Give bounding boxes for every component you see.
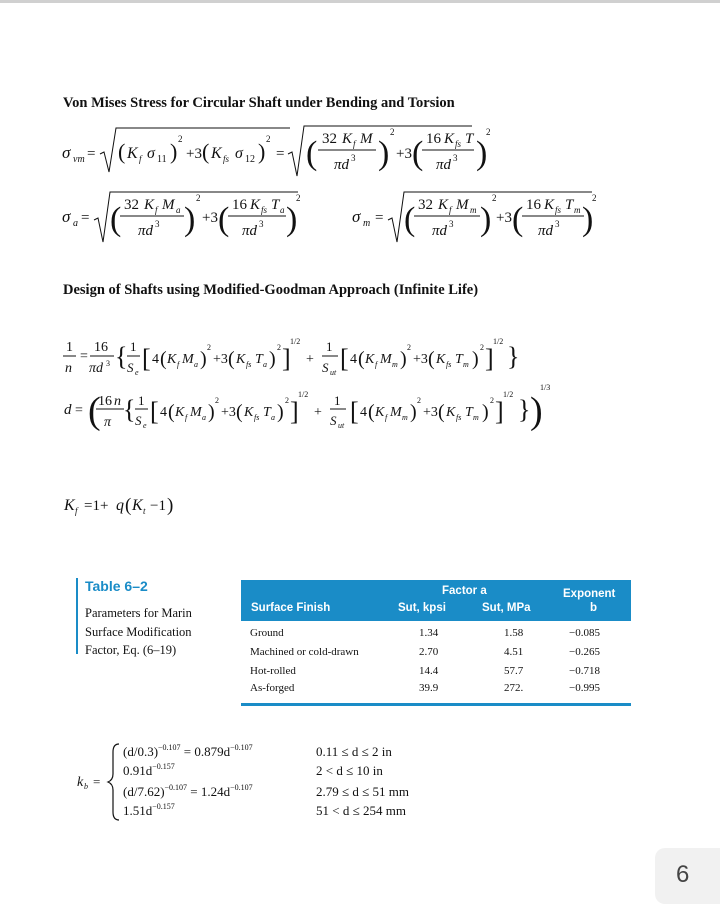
svg-text:): ) xyxy=(286,201,298,238)
svg-text:(: ( xyxy=(404,201,416,238)
svg-text:(: ( xyxy=(228,348,235,370)
kb-expr: (d/0.3) xyxy=(123,744,159,759)
table-header xyxy=(241,580,631,621)
svg-text:m: m xyxy=(574,205,581,215)
svg-text:vm: vm xyxy=(73,154,85,165)
svg-text:T: T xyxy=(465,131,474,147)
svg-text:fs: fs xyxy=(455,139,462,149)
svg-text:K: K xyxy=(365,352,375,367)
svg-text:): ) xyxy=(472,348,479,370)
svg-text:b: b xyxy=(84,782,88,791)
svg-text:=: = xyxy=(75,403,83,418)
svg-text:=: = xyxy=(87,146,96,162)
svg-text:(: ( xyxy=(368,401,375,423)
svg-text:=: = xyxy=(81,210,90,226)
svg-text:{: { xyxy=(115,342,128,371)
table-accent-bar xyxy=(76,578,78,654)
cell-finish: Hot-rolled xyxy=(250,665,296,677)
svg-text:(: ( xyxy=(428,348,435,370)
svg-text:2: 2 xyxy=(266,134,271,144)
svg-text:a: a xyxy=(202,413,206,422)
svg-text:K: K xyxy=(446,405,456,420)
svg-text:2: 2 xyxy=(285,396,289,405)
svg-text:): ) xyxy=(400,348,407,370)
svg-text:+3: +3 xyxy=(496,210,512,226)
svg-text:K: K xyxy=(436,352,446,367)
svg-text:4: 4 xyxy=(152,352,159,367)
svg-text:1/3: 1/3 xyxy=(540,383,551,392)
svg-text:): ) xyxy=(582,201,594,238)
svg-text:k: k xyxy=(77,775,84,790)
svg-text:d: d xyxy=(64,402,72,418)
kb-range: 2 < d ≤ 10 in xyxy=(316,763,383,778)
svg-text:m: m xyxy=(392,360,398,369)
svg-text:1/2: 1/2 xyxy=(493,337,504,346)
svg-text:+: + xyxy=(306,352,314,367)
svg-text:(d/7.62)−0.107 = 1.24d−0.107 xyxy=(123,783,253,799)
svg-text:+3: +3 xyxy=(396,146,412,162)
svg-text:(: ( xyxy=(306,135,318,172)
svg-text:a: a xyxy=(73,218,78,229)
svg-text:(: ( xyxy=(168,401,175,423)
svg-text:a: a xyxy=(280,205,285,215)
svg-text:m: m xyxy=(402,413,408,422)
svg-text:1: 1 xyxy=(130,339,137,354)
svg-text:(: ( xyxy=(412,135,424,172)
svg-text:T: T xyxy=(465,405,473,420)
svg-text:3: 3 xyxy=(453,153,458,163)
svg-text:S: S xyxy=(135,413,142,428)
svg-text:=: = xyxy=(93,774,101,789)
svg-text:3: 3 xyxy=(155,219,160,229)
svg-text:32: 32 xyxy=(322,131,337,147)
table-row xyxy=(241,665,631,683)
cell-b: −0.718 xyxy=(569,665,600,677)
svg-text:f: f xyxy=(375,360,378,369)
svg-text:(: ( xyxy=(125,495,132,516)
svg-text:2: 2 xyxy=(480,343,484,352)
svg-text:(: ( xyxy=(438,401,445,423)
table-row xyxy=(241,627,631,645)
svg-text:K: K xyxy=(144,197,155,213)
cell-b: −0.265 xyxy=(569,646,600,658)
svg-text:1/2: 1/2 xyxy=(298,390,309,399)
svg-text:f: f xyxy=(449,205,452,215)
cell-kpsi: 39.9 xyxy=(419,682,439,694)
kb-mid: = 0.879d xyxy=(180,744,231,759)
svg-text:2: 2 xyxy=(492,193,497,203)
svg-text:(: ( xyxy=(118,139,126,164)
svg-text:πd: πd xyxy=(436,157,452,173)
svg-text:fs: fs xyxy=(254,413,260,422)
svg-text:2: 2 xyxy=(490,396,494,405)
svg-text:K: K xyxy=(64,497,75,514)
svg-text:2: 2 xyxy=(296,193,301,203)
svg-text:πd: πd xyxy=(432,223,448,239)
svg-text:]: ] xyxy=(282,344,291,373)
svg-text:σ: σ xyxy=(352,207,361,226)
svg-text:m: m xyxy=(463,360,469,369)
svg-text:t: t xyxy=(143,506,146,516)
svg-text:M: M xyxy=(162,197,175,213)
svg-text:M: M xyxy=(182,352,194,367)
svg-text:4: 4 xyxy=(160,405,167,420)
svg-text:16: 16 xyxy=(232,197,247,213)
svg-text:[: [ xyxy=(150,397,159,426)
svg-text:σ: σ xyxy=(147,145,155,162)
svg-text:K: K xyxy=(211,145,222,162)
kb-range: 2.79 ≤ d ≤ 51 mm xyxy=(316,784,409,799)
cell-mpa: 4.51 xyxy=(504,646,524,658)
header-exponent: Exponent xyxy=(563,588,616,600)
svg-text:): ) xyxy=(410,401,417,423)
svg-text:]: ] xyxy=(290,397,299,426)
svg-text:K: K xyxy=(375,405,385,420)
svg-text:m: m xyxy=(473,413,479,422)
table-caption-line: Factor, Eq. (6–19) xyxy=(85,643,177,657)
svg-text:πd: πd xyxy=(334,157,350,173)
svg-text:fs: fs xyxy=(456,413,462,422)
svg-text:}: } xyxy=(518,395,531,424)
svg-text:+3: +3 xyxy=(202,210,218,226)
svg-text:T: T xyxy=(271,197,280,213)
svg-text:a: a xyxy=(194,360,198,369)
equation-goodman-n xyxy=(60,330,540,376)
page-number: 6 xyxy=(676,861,690,888)
svg-text:[: [ xyxy=(340,344,349,373)
svg-text:πd: πd xyxy=(242,223,258,239)
svg-text:2: 2 xyxy=(207,343,211,352)
cell-kpsi: 2.70 xyxy=(419,646,439,658)
svg-text:32: 32 xyxy=(418,197,433,213)
svg-text:=: = xyxy=(276,146,285,162)
svg-text:K: K xyxy=(127,145,138,162)
svg-text:16: 16 xyxy=(426,131,441,147)
table-row xyxy=(241,646,631,664)
svg-text:n: n xyxy=(114,394,121,409)
svg-text:1: 1 xyxy=(66,340,73,355)
svg-text:3: 3 xyxy=(351,153,356,163)
svg-text:+3: +3 xyxy=(413,352,428,367)
svg-text:πd: πd xyxy=(138,223,154,239)
svg-text:n: n xyxy=(65,361,72,376)
table-title: Table 6–2 xyxy=(85,578,148,594)
svg-text:): ) xyxy=(258,139,266,164)
svg-text:(: ( xyxy=(202,139,210,164)
svg-text:K: K xyxy=(244,405,254,420)
svg-text:T: T xyxy=(263,405,271,420)
svg-text:K: K xyxy=(175,405,185,420)
svg-text:2: 2 xyxy=(486,127,491,137)
svg-text:(: ( xyxy=(236,401,243,423)
svg-text:+3: +3 xyxy=(186,146,202,162)
svg-text:1.51d−0.157 xyxy=(123,802,175,818)
header-factor-a: Factor a xyxy=(442,585,487,597)
header-sut-kpsi: Sut, kpsi xyxy=(398,602,446,614)
svg-text:K: K xyxy=(544,197,555,213)
svg-text:]: ] xyxy=(485,344,494,373)
cell-kpsi: 14.4 xyxy=(419,665,439,677)
svg-text:): ) xyxy=(170,139,178,164)
svg-text:16: 16 xyxy=(526,197,541,213)
svg-text:K: K xyxy=(250,197,261,213)
svg-text:f: f xyxy=(155,205,158,215)
svg-text:f: f xyxy=(75,506,78,516)
svg-text:a: a xyxy=(176,205,181,215)
svg-text:S: S xyxy=(330,413,337,428)
svg-text:fs: fs xyxy=(261,205,268,215)
table-bottom-rule xyxy=(241,703,631,706)
svg-text:): ) xyxy=(476,135,488,172)
svg-text:+3: +3 xyxy=(221,405,236,420)
svg-text:3: 3 xyxy=(449,219,454,229)
cell-b: −0.085 xyxy=(569,627,600,639)
top-border xyxy=(0,0,720,3)
svg-text:+3: +3 xyxy=(423,405,438,420)
table-caption-line: Surface Modification xyxy=(85,624,192,639)
svg-text:fs: fs xyxy=(446,360,452,369)
svg-text:(: ( xyxy=(512,201,524,238)
cell-kpsi: 1.34 xyxy=(419,627,439,639)
svg-text:4: 4 xyxy=(350,352,357,367)
svg-text:2: 2 xyxy=(215,396,219,405)
kb-range: 0.11 ≤ d ≤ 2 in xyxy=(316,744,392,759)
svg-text:2: 2 xyxy=(390,127,395,137)
table-row xyxy=(241,682,631,700)
header-surface-finish: Surface Finish xyxy=(251,602,331,614)
svg-text:11: 11 xyxy=(157,154,167,165)
heading-von-mises: Von Mises Stress for Circular Shaft under Bending and Torsion xyxy=(63,95,455,111)
svg-text:f: f xyxy=(185,413,188,422)
svg-text:e: e xyxy=(143,421,147,430)
svg-text:K: K xyxy=(342,131,353,147)
kb-exp2: −0.107 xyxy=(230,743,253,752)
kb-exp: −0.157 xyxy=(152,802,175,811)
svg-text:=: = xyxy=(80,349,88,364)
svg-text:): ) xyxy=(184,201,196,238)
svg-text:3: 3 xyxy=(555,219,560,229)
svg-text:K: K xyxy=(438,197,449,213)
cell-finish: Machined or cold-drawn xyxy=(250,646,359,658)
svg-text:M: M xyxy=(456,197,469,213)
svg-text:K: K xyxy=(167,352,177,367)
svg-text:): ) xyxy=(269,348,276,370)
kb-range: 51 < d ≤ 254 mm xyxy=(316,803,406,818)
svg-text:1/2: 1/2 xyxy=(503,390,514,399)
cell-finish: Ground xyxy=(250,627,284,639)
svg-text:=1+: =1+ xyxy=(84,498,109,514)
svg-text:f: f xyxy=(139,154,142,164)
svg-text:): ) xyxy=(208,401,215,423)
kb-expr: 1.51d xyxy=(123,803,153,818)
equation-sigma-vm xyxy=(60,122,490,180)
svg-text:a: a xyxy=(271,413,275,422)
svg-text:T: T xyxy=(565,197,574,213)
svg-text:πd: πd xyxy=(89,361,104,376)
svg-text:T: T xyxy=(455,352,463,367)
svg-text:M: M xyxy=(390,405,402,420)
header-sut-mpa: Sut, MPa xyxy=(482,602,531,614)
svg-text:): ) xyxy=(530,390,543,432)
svg-text:T: T xyxy=(255,352,263,367)
svg-text:): ) xyxy=(277,401,284,423)
kb-exp: −0.157 xyxy=(152,762,175,771)
svg-text:]: ] xyxy=(495,397,504,426)
svg-text:2: 2 xyxy=(178,134,183,144)
svg-text:fs: fs xyxy=(246,360,252,369)
svg-text:M: M xyxy=(190,405,202,420)
svg-text:(d/0.3)−0.107 = 0.879d−0.107 xyxy=(123,743,253,759)
svg-text:π: π xyxy=(104,415,112,430)
equation-kf xyxy=(60,490,200,518)
svg-text:}: } xyxy=(507,342,520,371)
kb-mid: = 1.24d xyxy=(187,784,231,799)
svg-text:16: 16 xyxy=(94,340,108,355)
svg-text:0.91d−0.157 xyxy=(123,762,175,778)
svg-text:1/2: 1/2 xyxy=(290,337,301,346)
svg-text:[: [ xyxy=(142,344,151,373)
kb-expr: (d/7.62) xyxy=(123,784,165,799)
equation-sigma-a xyxy=(60,188,310,246)
svg-text:3: 3 xyxy=(106,359,110,368)
svg-text:a: a xyxy=(263,360,267,369)
kb-exp: −0.107 xyxy=(164,783,188,792)
svg-text:): ) xyxy=(482,401,489,423)
svg-text:+3: +3 xyxy=(213,352,228,367)
svg-text:): ) xyxy=(378,135,390,172)
kb-exp2: −0.107 xyxy=(230,783,253,792)
svg-text:3: 3 xyxy=(259,219,264,229)
svg-text:q: q xyxy=(116,497,124,514)
svg-text:2: 2 xyxy=(417,396,421,405)
svg-text:[: [ xyxy=(350,397,359,426)
svg-text:S: S xyxy=(322,360,329,375)
svg-text:K: K xyxy=(236,352,246,367)
svg-text:m: m xyxy=(363,218,371,229)
svg-text:K: K xyxy=(132,497,143,514)
svg-text:πd: πd xyxy=(538,223,554,239)
svg-text:1: 1 xyxy=(326,339,333,354)
svg-text:2: 2 xyxy=(277,343,281,352)
kb-expr: 0.91d xyxy=(123,763,153,778)
svg-text:m: m xyxy=(470,205,477,215)
svg-text:σ: σ xyxy=(235,145,243,162)
svg-text:−1: −1 xyxy=(150,498,166,514)
svg-text:f: f xyxy=(353,139,356,149)
svg-text:ut: ut xyxy=(330,368,337,377)
cell-mpa: 1.58 xyxy=(504,627,524,639)
svg-text:(: ( xyxy=(88,390,101,432)
svg-text:fs: fs xyxy=(555,205,562,215)
svg-text:1: 1 xyxy=(138,393,145,408)
svg-text:12: 12 xyxy=(245,154,255,165)
cell-b: −0.995 xyxy=(569,682,600,694)
svg-text:2: 2 xyxy=(196,193,201,203)
kb-exp: −0.107 xyxy=(158,743,181,752)
svg-text:S: S xyxy=(127,360,134,375)
equation-goodman-d xyxy=(60,380,560,440)
svg-text:σ: σ xyxy=(62,143,71,162)
svg-text:): ) xyxy=(480,201,492,238)
svg-text:{: { xyxy=(123,395,136,424)
svg-text:M: M xyxy=(360,131,373,147)
cell-mpa: 272. xyxy=(504,682,524,694)
svg-text:2: 2 xyxy=(407,343,411,352)
svg-text:4: 4 xyxy=(360,405,367,420)
svg-text:2: 2 xyxy=(592,193,597,203)
svg-text:): ) xyxy=(200,348,207,370)
svg-text:(: ( xyxy=(160,348,167,370)
svg-text:f: f xyxy=(385,413,388,422)
svg-text:(: ( xyxy=(218,201,230,238)
svg-text:(: ( xyxy=(358,348,365,370)
svg-text:K: K xyxy=(444,131,455,147)
svg-text:+: + xyxy=(314,405,322,420)
table-caption-line: Parameters for Marin xyxy=(85,606,192,620)
svg-text:e: e xyxy=(135,368,139,377)
svg-text:σ: σ xyxy=(62,207,71,226)
cell-mpa: 57.7 xyxy=(504,665,524,677)
svg-text:(: ( xyxy=(110,201,122,238)
heading-goodman: Design of Shafts using Modified-Goodman Approach (Infinite Life) xyxy=(63,282,479,298)
svg-text:=: = xyxy=(375,210,384,226)
cell-finish: As-forged xyxy=(250,682,295,694)
equation-kb xyxy=(75,738,445,824)
svg-text:1: 1 xyxy=(334,393,341,408)
svg-text:16: 16 xyxy=(98,394,112,409)
header-exponent-b: b xyxy=(590,602,598,614)
table-caption xyxy=(85,604,225,660)
svg-text:32: 32 xyxy=(124,197,139,213)
svg-text:ut: ut xyxy=(338,421,345,430)
equation-sigma-m xyxy=(350,188,600,246)
svg-text:fs: fs xyxy=(223,154,230,164)
svg-text:): ) xyxy=(167,495,174,516)
svg-text:f: f xyxy=(177,360,180,369)
svg-text:M: M xyxy=(380,352,392,367)
